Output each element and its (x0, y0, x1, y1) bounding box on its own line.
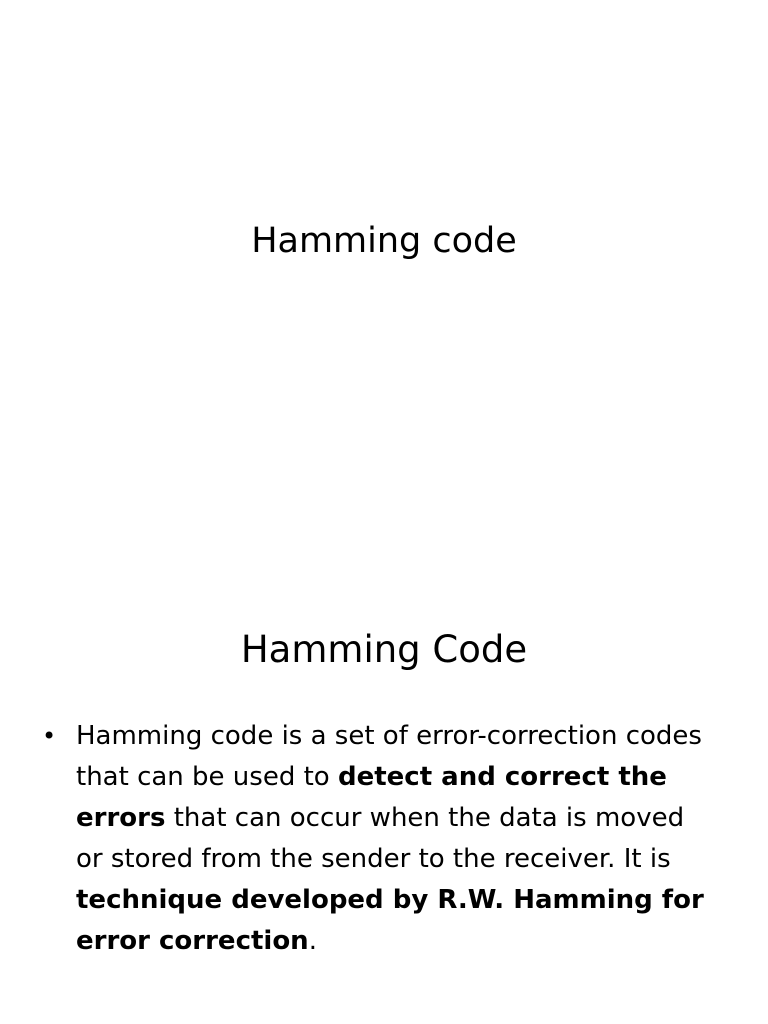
bullet-list (38, 716, 718, 962)
bullet-text-part-3: that can occur when the data is moved or stored from the sender to the receiver. It is (76, 803, 685, 874)
bullet-item (38, 716, 718, 962)
bullet-text-part-1: Hamming code is a set of error-correction codes that can be used to (76, 721, 702, 792)
slide-content-page (0, 576, 768, 1024)
bullet-marker-icon: • (42, 722, 57, 750)
bullet-text-part-2-bold: detect and correct the errors (76, 762, 667, 833)
bullet-text-part-5: . (308, 926, 317, 956)
bullet-text-part-4-bold: technique developed by R.W. Hamming for error correction (76, 885, 704, 956)
slide-1-title: Hamming code (251, 221, 517, 261)
slide-2-title: Hamming Code (240, 628, 528, 671)
